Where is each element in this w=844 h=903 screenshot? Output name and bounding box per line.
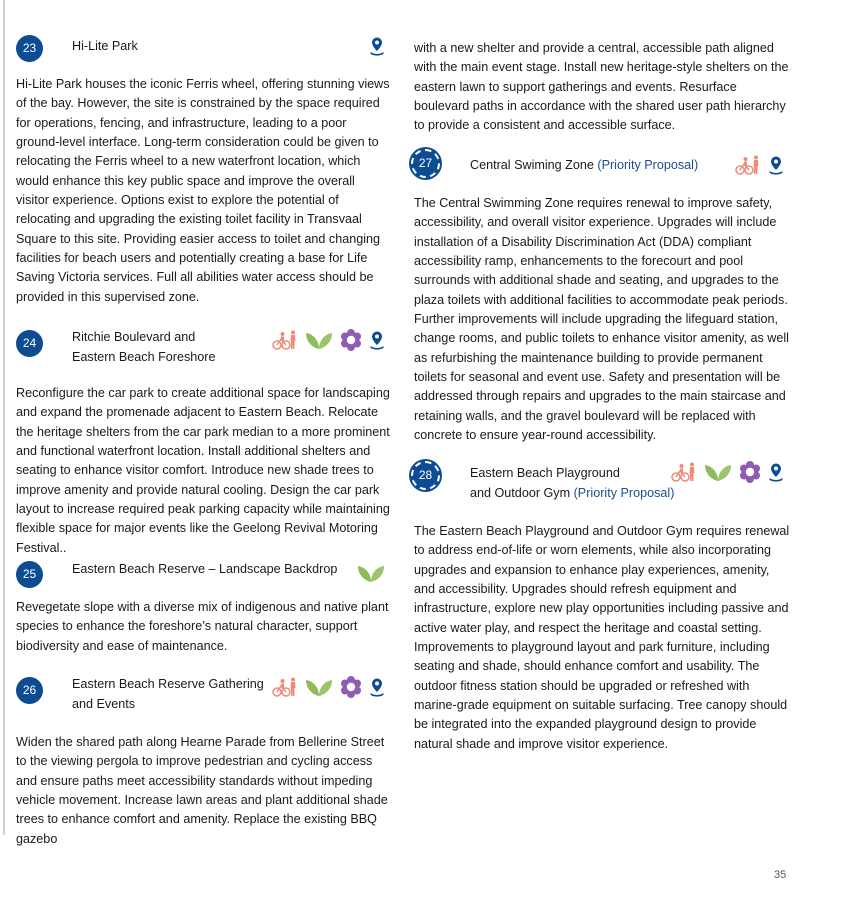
proposal-title [470, 156, 698, 176]
active-transport-icon [671, 462, 697, 482]
priority-label: (Priority Proposal) [573, 485, 675, 500]
proposal-title-text: Central Swiming Zone [470, 158, 594, 172]
location-pin-icon [768, 462, 784, 482]
proposal-icons [735, 154, 784, 176]
location-pin-icon [369, 677, 385, 697]
proposal-title-line: Eastern Beach Playground [470, 466, 620, 480]
margin-rule [3, 0, 5, 835]
proposal-title-text: Eastern Beach Reserve – Landscape Backdrop [72, 562, 338, 576]
proposal-icons [272, 329, 385, 351]
proposal-title [72, 328, 216, 367]
community-flower-icon [340, 329, 362, 351]
proposal-title [470, 464, 674, 503]
environment-leaf-icon [305, 330, 333, 350]
proposal-description: Revegetate slope with a diverse mix of indigenous and native plant species to enhance the foreshore’s natural character, support biodiversity and ease of maintenance. [16, 600, 389, 653]
proposal-28 [414, 464, 790, 754]
proposal-number-badge: 28 [409, 459, 442, 492]
proposal-title [72, 37, 138, 57]
proposal-description: Reconfigure the car park to create additional space for landscaping and expand the promenade adjacent to Eastern Beach. Relocate the heritage shelters from the car park median to a more prominent and functional waterfront location. Install additional shelters and seating to enhance visitor comfort. Introduce new shade trees to improve amenity and provide natural cooling. Design the car park layout to increase required peak parking capacity while maintaining flexible space for major events like the Geelong Revival Motoring Festival.. [16, 386, 390, 555]
active-transport-icon [272, 330, 298, 350]
proposal-title-line: Eastern Beach Reserve Gathering [72, 677, 264, 691]
priority-label: (Priority Proposal) [597, 158, 699, 172]
active-transport-icon [735, 155, 761, 175]
proposal-23 [16, 35, 391, 307]
proposal-description: The Eastern Beach Playground and Outdoor Gym requires renewal to address end-of-life or worn elements, while also incorporating upgrades and expansion to enhance play experiences, amenity, and accessibility. Upgrades should refresh equipment and infrastructure, explore new play opportunities including passive and active water play, and respect the heritage and coastal setting. Improvements to playground layout and park furniture, including seating and shade, should enhance comfort and usability. The outdoor fitness station should be upgraded or refreshed with marine-grade equipment on suitable surfacing. Tree canopy should be integrated into the expanded playground design to provide natural shade and improve visitor experience. [414, 524, 790, 751]
proposal-icons [272, 676, 385, 698]
proposal-title [72, 560, 337, 580]
proposal-title-text: and Outdoor Gym [470, 485, 571, 500]
proposal-title-line: Ritchie Boulevard and [72, 330, 196, 344]
location-pin-icon [369, 36, 385, 56]
page-number: 35 [774, 869, 787, 881]
location-pin-icon [369, 330, 385, 350]
environment-leaf-icon [357, 563, 385, 583]
community-flower-icon [739, 461, 761, 483]
proposal-icons [357, 562, 385, 584]
proposal-number-badge: 24 [16, 330, 43, 357]
proposal-title-line [470, 484, 674, 504]
proposal-icons [369, 35, 385, 57]
proposal-25 [16, 560, 391, 656]
proposal-24 [16, 328, 391, 558]
continued-description: with a new shelter and provide a central, accessible path aligned with the main event stage. Install new heritage-style shelters on the eastern lawn to support gatherings and events. Resurface boulevard paths in accordance with the shared user path hierarchy to provide a consistent and accessible surface. [414, 41, 789, 133]
environment-leaf-icon [305, 677, 333, 697]
proposal-title [72, 675, 264, 714]
active-transport-icon [272, 677, 298, 697]
proposal-27 [414, 152, 790, 445]
proposal-icons [671, 461, 784, 483]
proposal-title-text: Hi-Lite Park [72, 39, 138, 53]
proposal-title-line: and Events [72, 696, 136, 711]
community-flower-icon [340, 676, 362, 698]
proposal-number-badge: 23 [16, 35, 43, 62]
environment-leaf-icon [704, 462, 732, 482]
proposal-title-line: Eastern Beach Foreshore [72, 349, 216, 364]
proposal-description: Hi-Lite Park houses the iconic Ferris wheel, offering stunning views of the bay. However, the site is constrained by the space required for operations, fencing, and infrastructure, leading to a poor ground-level interface. Long-term consideration could be given to relocating the Ferris wheel to a new waterfront location, which would enhance this key public space and improve the overall visitor experience. Options exist to explore the potential of relocating and upgrading the existing toilet facility in Transvaal Square to this site. Providing easier access to toilet and changing facilities for beach users and potentially creating a base for Life Saving Victoria services. Full all abilities water access should be provided in this supervised zone. [16, 77, 390, 304]
proposal-description: The Central Swimming Zone requires renewal to improve safety, accessibility, and overall visitor experience. Upgrades will include installation of a Disability Discrimination Act (DDA) compliant accessibility ramp, enhancements to the forecourt and pool surrounds with additional shade and seating, and upgrades to the plaza toilets with additional facilities to accommodate peak periods. Further improvements will include upgrading the lifeguard station, change rooms, and public toilets to enhance visitor amenity, as well as refurbishing the maintenance building to provide permanent toilets for seasonal and event use. Safety and presentation will be addressed through repairs and upgrades to the main staircase and retaining walls, and the gravel boulevard will be replaced with concrete to ensure year-round accessibility. [414, 196, 789, 443]
proposal-26 [16, 675, 391, 849]
proposal-number-badge: 25 [16, 561, 43, 588]
proposal-number-badge: 26 [16, 677, 43, 704]
proposal-description: Widen the shared path along Hearne Parade from Bellerine Street to the viewing pergola to improve pedestrian and cycling access and ensure paths meet accessibility standards without impeding vehicle movement. Increase lawn areas and plant additional shade trees to enhance comfort and amenity. Replace the existing BBQ gazebo [16, 735, 388, 846]
location-pin-icon [768, 155, 784, 175]
proposal-number-badge: 27 [409, 147, 442, 180]
